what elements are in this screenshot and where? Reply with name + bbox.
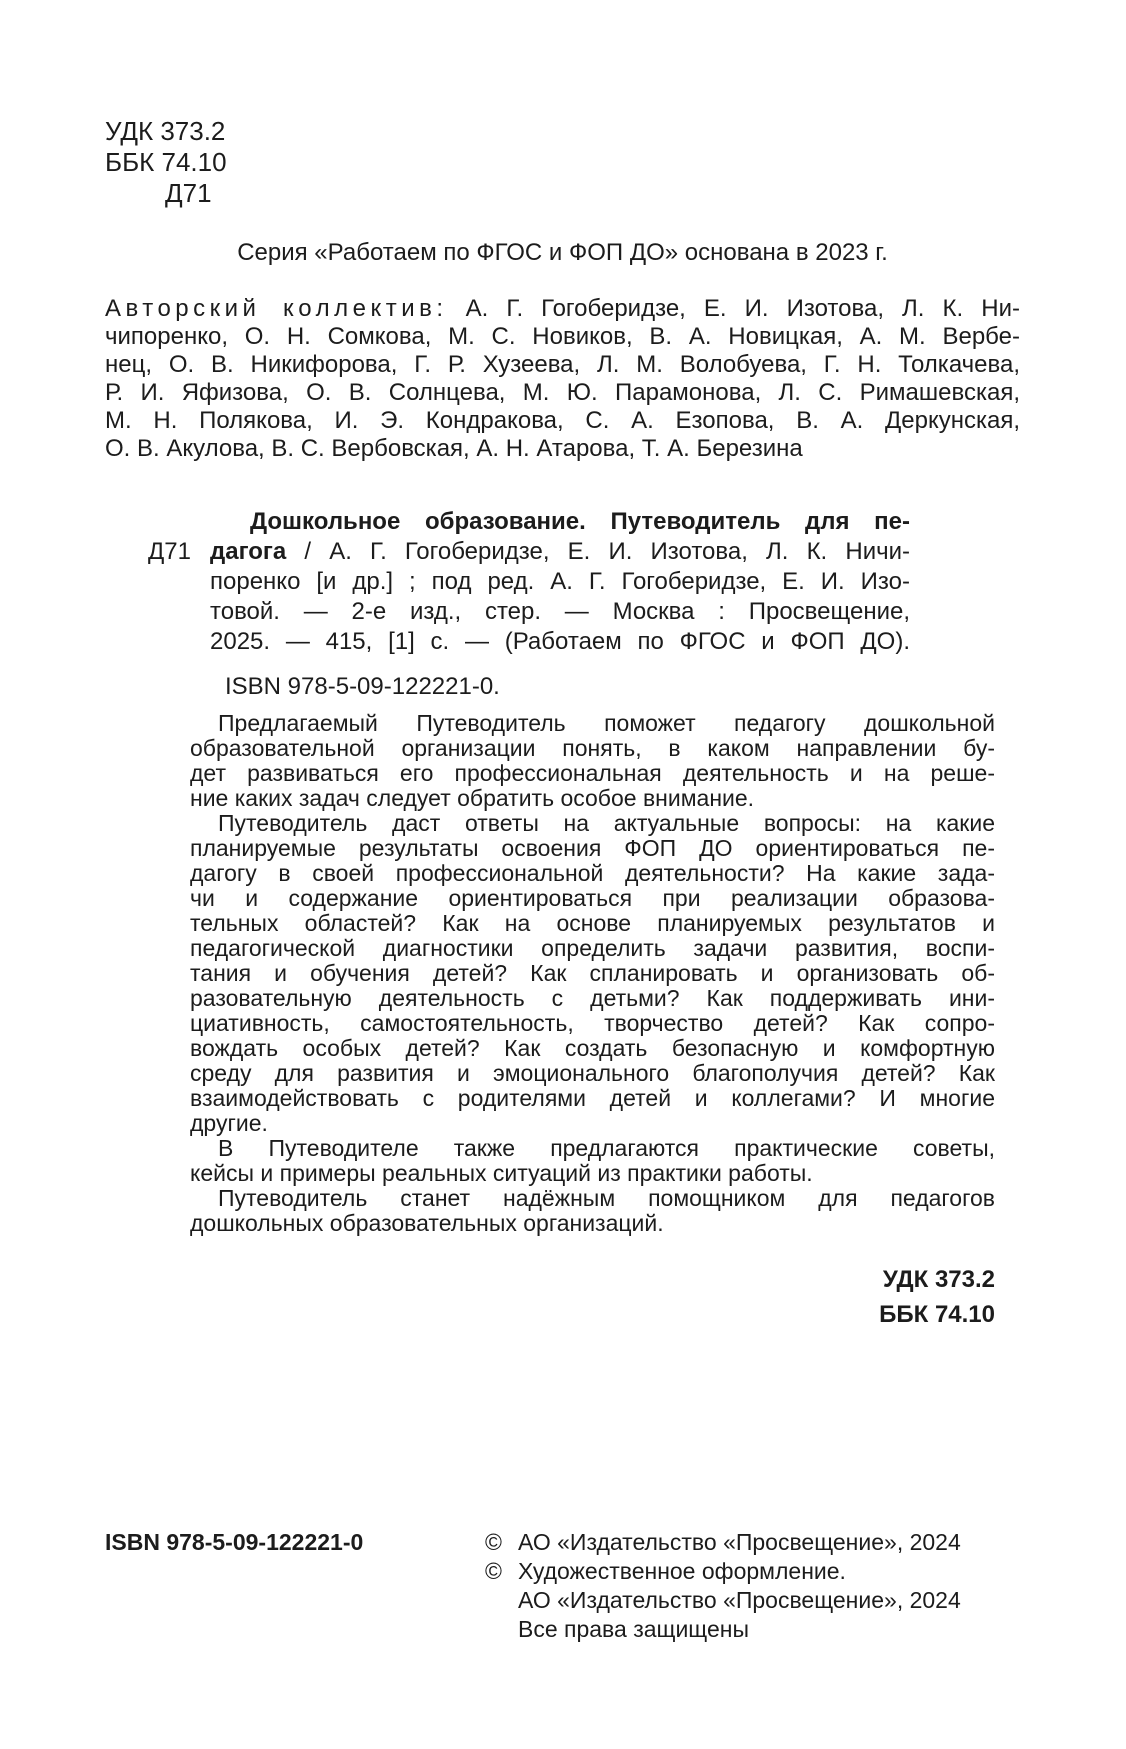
bottom-classification-codes xyxy=(105,1262,995,1332)
copyright-row xyxy=(485,1528,1020,1557)
text-line: дет развиваться его профессиональная деятельность и на реше- xyxy=(190,760,995,786)
authors-lead-label: Авторский коллектив: xyxy=(105,295,448,322)
copyright-row xyxy=(485,1586,1020,1615)
authors-first-line-rest: А. Г. Гогоберидзе, Е. И. Изотова, Л. К. Ни- xyxy=(465,295,1020,322)
text-line: среду для развития и эмоционального благополучия детей? Как xyxy=(190,1060,995,1086)
text-line: вождать особых детей? Как создать безопасную и комфортную xyxy=(190,1035,995,1061)
copyright-icon: © xyxy=(485,1558,502,1584)
text-line: О. В. Акулова, В. С. Вербовская, А. Н. Атарова, Т. А. Березина xyxy=(105,435,803,462)
text-line: планируемые результаты освоения ФОП ДО ориентироваться пе- xyxy=(190,835,995,861)
copyright-icon: © xyxy=(485,1529,502,1555)
text-line: чипоренко, О. Н. Сомкова, М. С. Новиков, В. А. Новицкая, А. М. Вербе- xyxy=(105,323,1020,350)
text-line: дагогу в своей профессиональной деятельности? На какие зада- xyxy=(190,860,995,886)
annotation-paragraph xyxy=(190,1186,995,1236)
text-line: тельных областей? Как на основе планируемых результатов и xyxy=(190,910,995,936)
text-line: товой. — 2-е изд., стер. — Москва : Просвещение, xyxy=(210,598,910,625)
text-line: другие. xyxy=(190,1110,268,1136)
text-line: Путеводитель даст ответы на актуальные вопросы: на какие xyxy=(218,810,995,836)
top-classification-codes xyxy=(105,116,1020,209)
bib-author-sign-code: Д71 xyxy=(148,538,191,565)
copyright-row xyxy=(485,1615,1020,1644)
udk-code: УДК 373.2 xyxy=(105,116,226,146)
annotation-paragraph xyxy=(190,711,995,811)
text-line: нец, О. В. Никифорова, Г. Р. Хузеева, Л. М. Волобуева, Г. Н. Толкачева, xyxy=(105,351,1020,378)
bib-second-line xyxy=(210,537,910,567)
copyright-column xyxy=(485,1528,1020,1644)
text-line: кейсы и примеры реальных ситуаций из практики работы. xyxy=(190,1160,813,1186)
annotation-block xyxy=(190,711,995,1236)
authors-lines xyxy=(105,323,1020,463)
bib-title-line: Дошкольное образование. Путеводитель для пе- xyxy=(250,508,910,535)
footer-isbn: ISBN 978-5-09-122221-0 xyxy=(105,1529,364,1555)
copyright-text: АО «Издательство «Просвещение», 2024 xyxy=(518,1529,961,1555)
text-line: взаимодействовать с родителями детей и коллегами? И многие xyxy=(190,1085,995,1111)
text-line: Р. И. Яфизова, О. В. Солнцева, М. Ю. Парамонова, Л. С. Римашевская, xyxy=(105,379,1020,406)
bib-lines xyxy=(210,567,910,657)
udk-code-bottom: УДК 373.2 xyxy=(882,1266,995,1293)
text-line: образовательной организации понять, в каком направлении бу- xyxy=(190,735,995,761)
authors-first-line xyxy=(105,295,1020,323)
text-line: В Путеводителе также предлагаются практические советы, xyxy=(218,1135,995,1161)
copyright-text: Все права защищены xyxy=(518,1616,749,1642)
isbn-catalog-line: ISBN 978-5-09-122221-0. xyxy=(225,673,500,700)
bib-title-continuation: дагога xyxy=(210,538,287,565)
footer-block xyxy=(105,1528,1020,1644)
text-line: разовательную деятельность с детьми? Как поддерживать ини- xyxy=(190,985,995,1011)
copyright-text: Художественное оформление. xyxy=(518,1558,846,1584)
text-line: циативность, самостоятельность, творчество детей? Как сопро- xyxy=(190,1010,995,1036)
text-line: дошкольных образовательных организаций. xyxy=(190,1210,664,1236)
copyright-row xyxy=(485,1557,1020,1586)
annotation-paragraph xyxy=(190,1136,995,1186)
text-line: ние каких задач следует обратить особое внимание. xyxy=(190,785,755,811)
text-line: поренко [и др.] ; под ред. А. Г. Гогоберидзе, Е. И. Изо- xyxy=(210,568,910,595)
text-line: Предлагаемый Путеводитель поможет педагогу дошкольной xyxy=(218,710,995,736)
bbk-code: ББК 74.10 xyxy=(105,147,227,177)
copyright-icon xyxy=(485,1615,518,1644)
copyright-text: АО «Издательство «Просвещение», 2024 xyxy=(518,1587,961,1613)
bbk-code-bottom: ББК 74.10 xyxy=(879,1301,995,1328)
text-line: педагогической диагностики определить задачи развития, воспи- xyxy=(190,935,995,961)
series-note: Серия «Работаем по ФГОС и ФОП ДО» основана в 2023 г. xyxy=(237,239,888,266)
text-line: чи и содержание ориентироваться при реализации образова- xyxy=(190,885,995,911)
annotation-paragraph xyxy=(190,811,995,1136)
text-line: 2025. — 415, [1] с. — (Работаем по ФГОС и ФОП ДО). xyxy=(210,628,910,655)
text-line: тания и обучения детей? Как спланировать и организовать об- xyxy=(190,960,995,986)
bib-statement: / А. Г. Гогоберидзе, Е. И. Изотова, Л. К. Ничи- xyxy=(286,538,910,565)
authors-block xyxy=(105,295,1020,463)
text-line: М. Н. Полякова, И. Э. Кондракова, С. А. Езопова, В. А. Деркунская, xyxy=(105,407,1020,434)
text-line: Путеводитель станет надёжным помощником для педагогов xyxy=(218,1185,995,1211)
copyright-icon xyxy=(485,1586,518,1615)
bibliographic-entry xyxy=(148,507,910,657)
author-sign-code: Д71 xyxy=(165,178,212,208)
